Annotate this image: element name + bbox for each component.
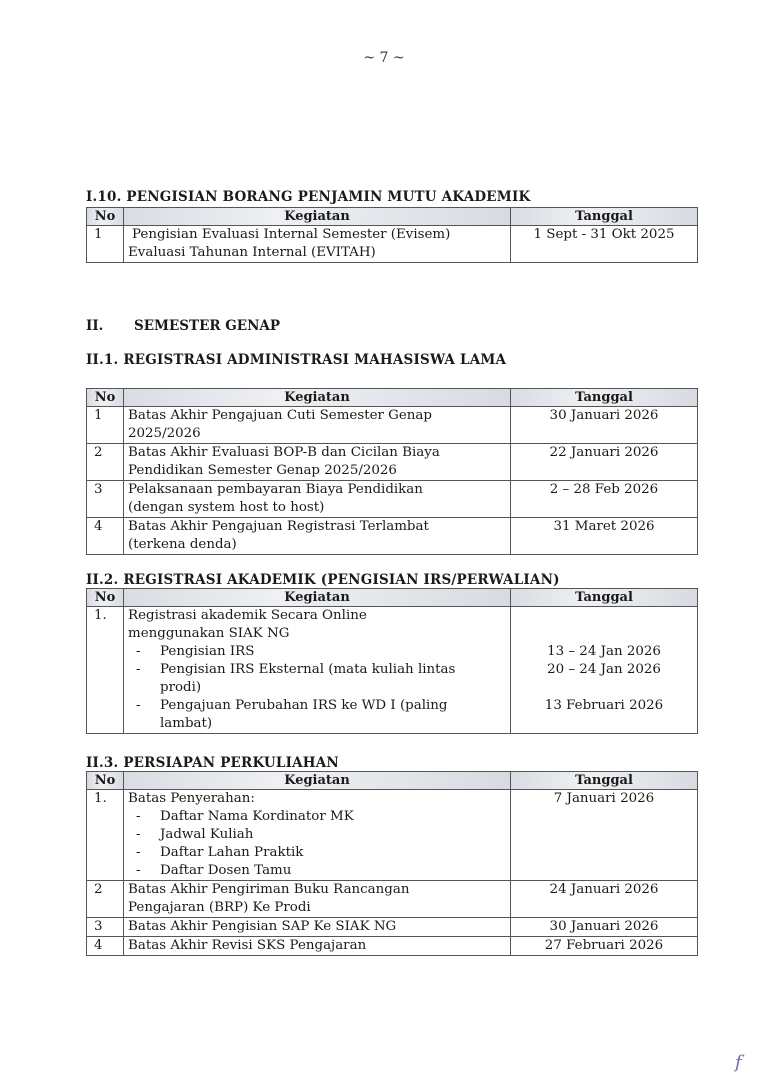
col-header-kegiatan: Kegiatan bbox=[124, 589, 511, 607]
table-i10 bbox=[86, 207, 698, 263]
sub-item-text: Jadwal Kuliah bbox=[160, 827, 254, 842]
table-row bbox=[87, 937, 698, 956]
row-number: 1. bbox=[87, 790, 124, 881]
sub-item-text: Pengajuan Perubahan IRS ke WD I (paling bbox=[160, 698, 448, 713]
row-activity bbox=[124, 481, 511, 518]
section-heading: II.2. REGISTRASI AKADEMIK (PENGISIAN IRS/PERWALIAN) bbox=[86, 572, 560, 588]
table-row bbox=[87, 407, 698, 444]
table-ii2 bbox=[86, 588, 698, 734]
table-ii1 bbox=[86, 388, 698, 555]
row-number: 2 bbox=[87, 444, 124, 481]
sub-item bbox=[128, 808, 506, 826]
row-number: 4 bbox=[87, 518, 124, 555]
activity-line: Pelaksanaan pembayaran Biaya Pendidikan bbox=[128, 482, 423, 497]
page-number: ~ 7 ~ bbox=[363, 50, 405, 66]
row-activity bbox=[124, 790, 511, 881]
col-header-no: No bbox=[87, 772, 124, 790]
section-number: II. bbox=[86, 318, 104, 334]
section-ii3 bbox=[86, 755, 698, 956]
sub-item-continuation: prodi) bbox=[160, 680, 202, 695]
section-heading: II.3. PERSIAPAN PERKULIAHAN bbox=[86, 755, 339, 771]
table-row bbox=[87, 790, 698, 881]
row-number: 1 bbox=[87, 226, 124, 263]
sub-item-text: Pengisian IRS Eksternal (mata kuliah lintas bbox=[160, 662, 456, 677]
sub-item-text: Daftar Lahan Praktik bbox=[160, 845, 304, 860]
table-ii3 bbox=[86, 771, 698, 956]
activity-line: Batas Penyerahan: bbox=[128, 791, 255, 806]
sub-item-date: 13 – 24 Jan 2026 bbox=[547, 644, 661, 659]
sub-item-date: 13 Februari 2026 bbox=[544, 698, 664, 713]
row-date: 27 Februari 2026 bbox=[511, 937, 698, 956]
section-heading: I.10. PENGISIAN BORANG PENJAMIN MUTU AKADEMIK bbox=[86, 189, 531, 205]
row-number: 3 bbox=[87, 481, 124, 518]
row-activity bbox=[124, 226, 511, 263]
table-row bbox=[87, 881, 698, 918]
row-activity: Batas Akhir Revisi SKS Pengajaran bbox=[124, 937, 511, 956]
activity-line: (terkena denda) bbox=[128, 537, 237, 552]
activity-line: Evaluasi Tahunan Internal (EVITAH) bbox=[128, 245, 376, 260]
row-number: 2 bbox=[87, 881, 124, 918]
sub-item-text: Daftar Nama Kordinator MK bbox=[160, 809, 354, 824]
dash-bullet: - bbox=[136, 827, 141, 842]
margin-initial-mark: f bbox=[735, 1052, 742, 1073]
row-activity: Batas Akhir Pengisian SAP Ke SIAK NG bbox=[124, 918, 511, 937]
sub-item bbox=[128, 661, 506, 679]
col-header-kegiatan: Kegiatan bbox=[124, 389, 511, 407]
row-activity bbox=[124, 881, 511, 918]
activity-line: Batas Akhir Pengajuan Cuti Semester Genap bbox=[128, 408, 432, 423]
col-header-tanggal: Tanggal bbox=[511, 589, 698, 607]
section-heading: II.1. REGISTRASI ADMINISTRASI MAHASISWA LAMA bbox=[86, 352, 507, 368]
dash-bullet: - bbox=[136, 863, 141, 878]
section-ii2 bbox=[86, 572, 698, 734]
row-activity bbox=[124, 407, 511, 444]
row-date: 7 Januari 2026 bbox=[511, 790, 698, 881]
activity-line: Registrasi akademik Secara Online bbox=[128, 608, 367, 623]
activity-line: (dengan system host to host) bbox=[128, 500, 325, 515]
row-date: 22 Januari 2026 bbox=[511, 444, 698, 481]
table-row bbox=[87, 481, 698, 518]
sub-item bbox=[128, 697, 506, 715]
row-number: 1. bbox=[87, 607, 124, 734]
sub-item bbox=[128, 844, 506, 862]
section-ii1 bbox=[86, 352, 698, 555]
row-activity bbox=[124, 607, 511, 734]
row-number: 4 bbox=[87, 937, 124, 956]
dash-bullet: - bbox=[136, 809, 141, 824]
row-date: 30 Januari 2026 bbox=[511, 918, 698, 937]
table-row bbox=[87, 226, 698, 263]
dash-bullet: - bbox=[136, 644, 141, 659]
section-title: SEMESTER GENAP bbox=[134, 318, 281, 334]
row-date: 1 Sept - 31 Okt 2025 bbox=[511, 226, 698, 263]
section-i10 bbox=[86, 189, 698, 263]
sub-item bbox=[128, 862, 506, 880]
row-date-cell bbox=[511, 607, 698, 734]
sub-item-text: Pengisian IRS bbox=[160, 644, 255, 659]
sub-item-text: Daftar Dosen Tamu bbox=[160, 863, 292, 878]
activity-line: menggunakan SIAK NG bbox=[128, 626, 290, 641]
activity-line: Batas Akhir Pengiriman Buku Rancangan bbox=[128, 882, 410, 897]
sub-item-date: 20 – 24 Jan 2026 bbox=[547, 662, 661, 677]
section-ii-title bbox=[86, 318, 280, 334]
row-activity bbox=[124, 518, 511, 555]
row-date: 31 Maret 2026 bbox=[511, 518, 698, 555]
activity-line: Pendidikan Semester Genap 2025/2026 bbox=[128, 463, 397, 478]
table-row bbox=[87, 518, 698, 555]
dash-bullet: - bbox=[136, 662, 141, 677]
col-header-no: No bbox=[87, 208, 124, 226]
table-row bbox=[87, 607, 698, 734]
sub-item-continuation: lambat) bbox=[160, 716, 213, 731]
col-header-tanggal: Tanggal bbox=[511, 389, 698, 407]
table-row bbox=[87, 918, 698, 937]
col-header-kegiatan: Kegiatan bbox=[124, 208, 511, 226]
table-row bbox=[87, 444, 698, 481]
col-header-tanggal: Tanggal bbox=[511, 208, 698, 226]
sub-item bbox=[128, 643, 506, 661]
row-number: 3 bbox=[87, 918, 124, 937]
row-activity bbox=[124, 444, 511, 481]
activity-line: Pengajaran (BRP) Ke Prodi bbox=[128, 900, 311, 915]
dash-bullet: - bbox=[136, 698, 141, 713]
activity-line: Batas Akhir Pengajuan Registrasi Terlambat bbox=[128, 519, 429, 534]
col-header-no: No bbox=[87, 389, 124, 407]
col-header-tanggal: Tanggal bbox=[511, 772, 698, 790]
col-header-kegiatan: Kegiatan bbox=[124, 772, 511, 790]
row-number: 1 bbox=[87, 407, 124, 444]
row-date: 2 – 28 Feb 2026 bbox=[511, 481, 698, 518]
row-date: 30 Januari 2026 bbox=[511, 407, 698, 444]
col-header-no: No bbox=[87, 589, 124, 607]
dash-bullet: - bbox=[136, 845, 141, 860]
activity-line: 2025/2026 bbox=[128, 426, 201, 441]
row-date: 24 Januari 2026 bbox=[511, 881, 698, 918]
sub-item bbox=[128, 826, 506, 844]
activity-line: Pengisian Evaluasi Internal Semester (Evisem) bbox=[132, 227, 451, 242]
activity-line: Batas Akhir Evaluasi BOP-B dan Cicilan Biaya bbox=[128, 445, 440, 460]
